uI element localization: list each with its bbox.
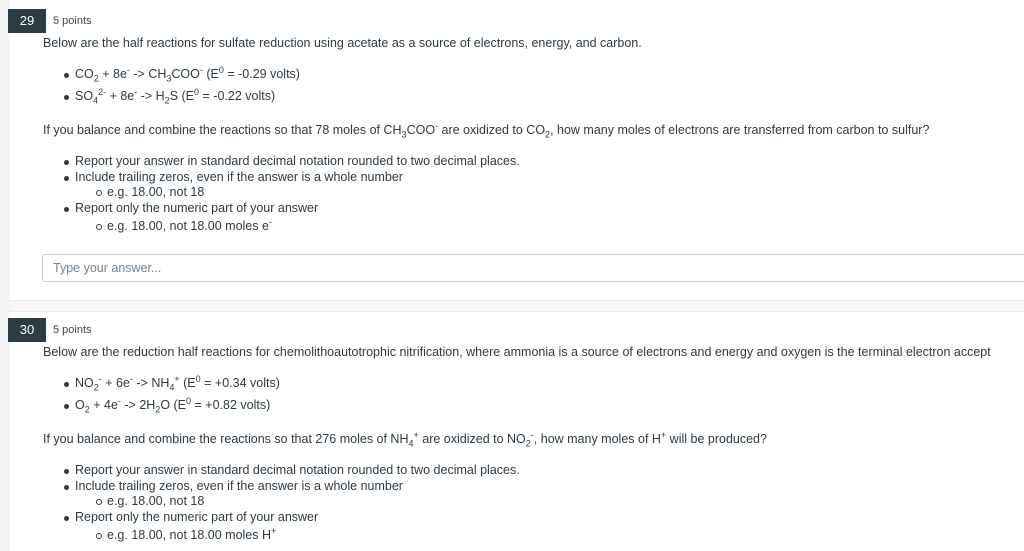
instruction-subitem: e.g. 18.00, not 18 — [107, 494, 205, 508]
question-points: 5 points — [53, 15, 92, 27]
instruction-item: Report your answer in standard decimal notation rounded to two decimal places. — [75, 463, 520, 477]
half-reaction-1: $CO_2 + 8e^- -> CH_3COO^-$ ($E^0 = -0.29$ volts) — [75, 64, 300, 84]
question-number-badge: 29 — [8, 9, 46, 33]
question-divider — [10, 300, 1024, 312]
question-points: 5 points — [53, 324, 92, 336]
instruction-item: Include trailing zeros, even if the answer is a whole number — [75, 479, 403, 493]
instruction-item: Report only the numeric part of your answer — [75, 510, 319, 524]
answer-input[interactable] — [42, 254, 1024, 282]
half-reaction-1: $NO_2^- + 6e^- -> NH_4^+$ ($E^0 = +0.34$ volts) — [75, 373, 280, 393]
instruction-subitem: e.g. 18.00, not 18 — [107, 185, 205, 199]
question-intro: Below are the half reactions for sulfate reduction using acetate as a source of electrons, energy, and carbon. — [43, 36, 642, 50]
question-number-badge: 30 — [8, 318, 46, 342]
question-prompt: If you balance and combine the reactions so that 78 moles of $CH_3COO^-$ are oxidized to $CO_2$, how many moles of electrons are transferred from carbon to sulfur? — [43, 120, 930, 140]
instruction-item: Include trailing zeros, even if the answer is a whole number — [75, 170, 403, 184]
instruction-subitem: e.g. 18.00, not 18.00 moles H+ — [107, 525, 277, 542]
question-prompt: If you balance and combine the reactions so that 276 moles of $NH_4^+$ are oxidized to $NO_2^-$, how many moles of H+ will be produced? — [43, 429, 767, 449]
instruction-item: Report only the numeric part of your answer — [75, 201, 319, 215]
question-intro: Below are the reduction half reactions for chemolithoautotrophic nitrification, where ammonia is a source of electrons and energy and oxygen is the terminal electron accept — [43, 345, 991, 359]
half-reaction-2: $SO_4^{2-} + 8e^- -> H_2S$ ($E^0 = -0.22$ volts) — [75, 86, 276, 106]
half-reaction-2: $O_2 + 4e^- -> 2H_2O$ ($E^0 = +0.82$ volts) — [75, 395, 271, 415]
instruction-subitem: e.g. 18.00, not 18.00 moles e- — [107, 216, 272, 233]
instruction-item: Report your answer in standard decimal notation rounded to two decimal places. — [75, 154, 520, 168]
